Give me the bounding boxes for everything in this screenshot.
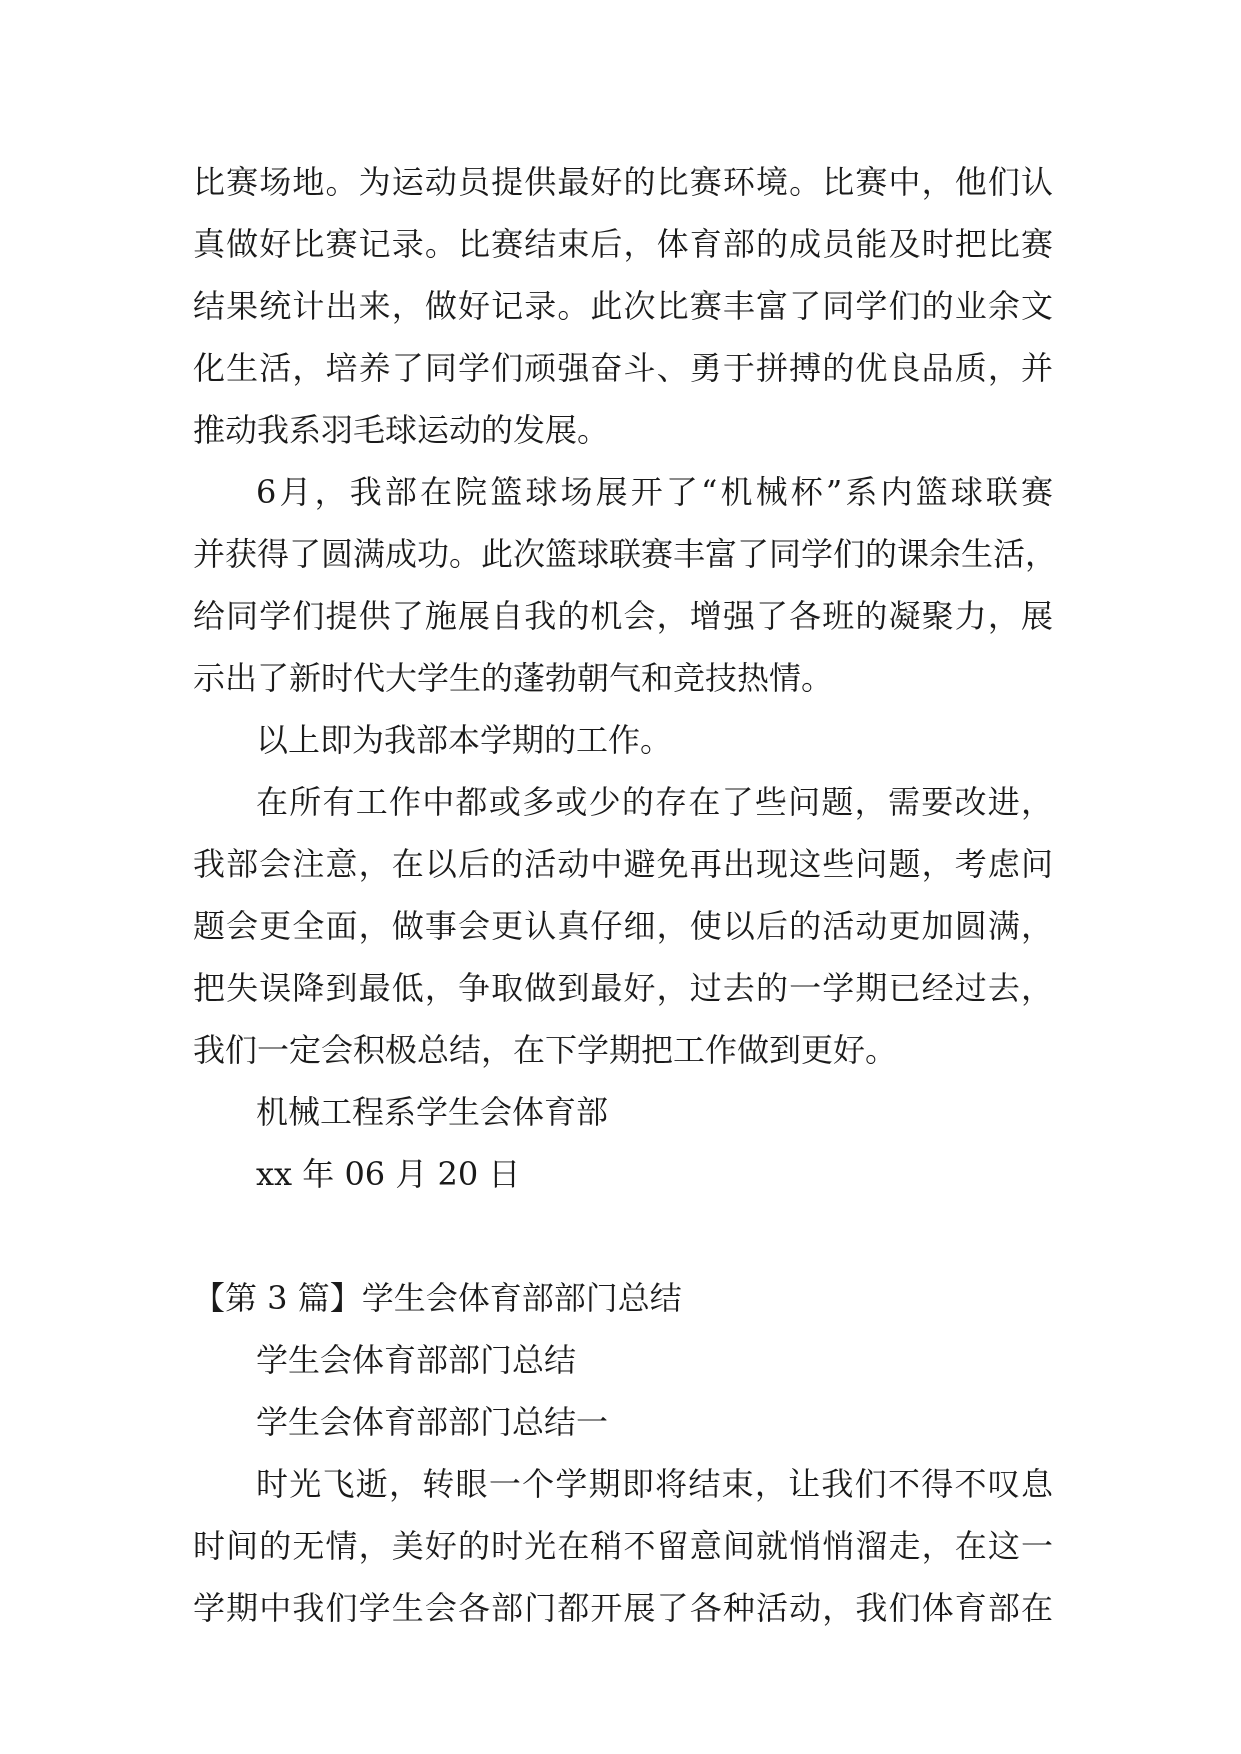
body-line: 真做好比赛记录。比赛结束后，体育部的成员能及时把比赛 [193, 225, 1053, 263]
body-line: 学期中我们学生会各部门都开展了各种活动，我们体育部在 [193, 1589, 1053, 1627]
body-line: 时间的无情，美好的时光在稍不留意间就悄悄溜走，在这一 [193, 1527, 1053, 1565]
paragraph-first-line: 6月，我部在院篮球场展开了“机械杯”系内篮球联赛 [256, 473, 1053, 511]
body-line: 化生活，培养了同学们顽强奋斗、勇于拼搏的优良品质，并 [193, 349, 1053, 387]
body-line: 我部会注意，在以后的活动中避免再出现这些问题，考虑问 [193, 845, 1053, 883]
body-line: 题会更全面，做事会更认真仔细，使以后的活动更加圆满， [193, 907, 1053, 945]
paragraph-first-line: 时光飞逝，转眼一个学期即将结束，让我们不得不叹息 [256, 1465, 1053, 1503]
paragraph-first-line: 以上即为我部本学期的工作。 [256, 721, 673, 759]
body-line: 把失误降到最低，争取做到最好，过去的一学期已经过去， [193, 969, 1053, 1007]
body-line: 并获得了圆满成功。此次篮球联赛丰富了同学们的课余生活， [193, 535, 1058, 573]
body-line: 我们一定会积极总结，在下学期把工作做到更好。 [193, 1031, 898, 1069]
section-heading: 【第 3 篇】学生会体育部部门总结 [193, 1279, 682, 1317]
body-line: 示出了新时代大学生的蓬勃朝气和竞技热情。 [193, 659, 834, 697]
body-line: 比赛场地。为运动员提供最好的比赛环境。比赛中，他们认 [193, 163, 1053, 201]
article-title: 学生会体育部部门总结 [256, 1341, 577, 1379]
article-subtitle: 学生会体育部部门总结一 [256, 1403, 609, 1441]
body-line: 结果统计出来，做好记录。此次比赛丰富了同学们的业余文 [193, 287, 1053, 325]
signature-date: xx 年 06 月 20 日 [256, 1155, 521, 1193]
paragraph-first-line: 在所有工作中都或多或少的存在了些问题，需要改进， [256, 783, 1053, 821]
body-line: 推动我系羽毛球运动的发展。 [193, 411, 610, 449]
body-line: 给同学们提供了施展自我的机会，增强了各班的凝聚力，展 [193, 597, 1053, 635]
signature-department: 机械工程系学生会体育部 [256, 1093, 609, 1131]
